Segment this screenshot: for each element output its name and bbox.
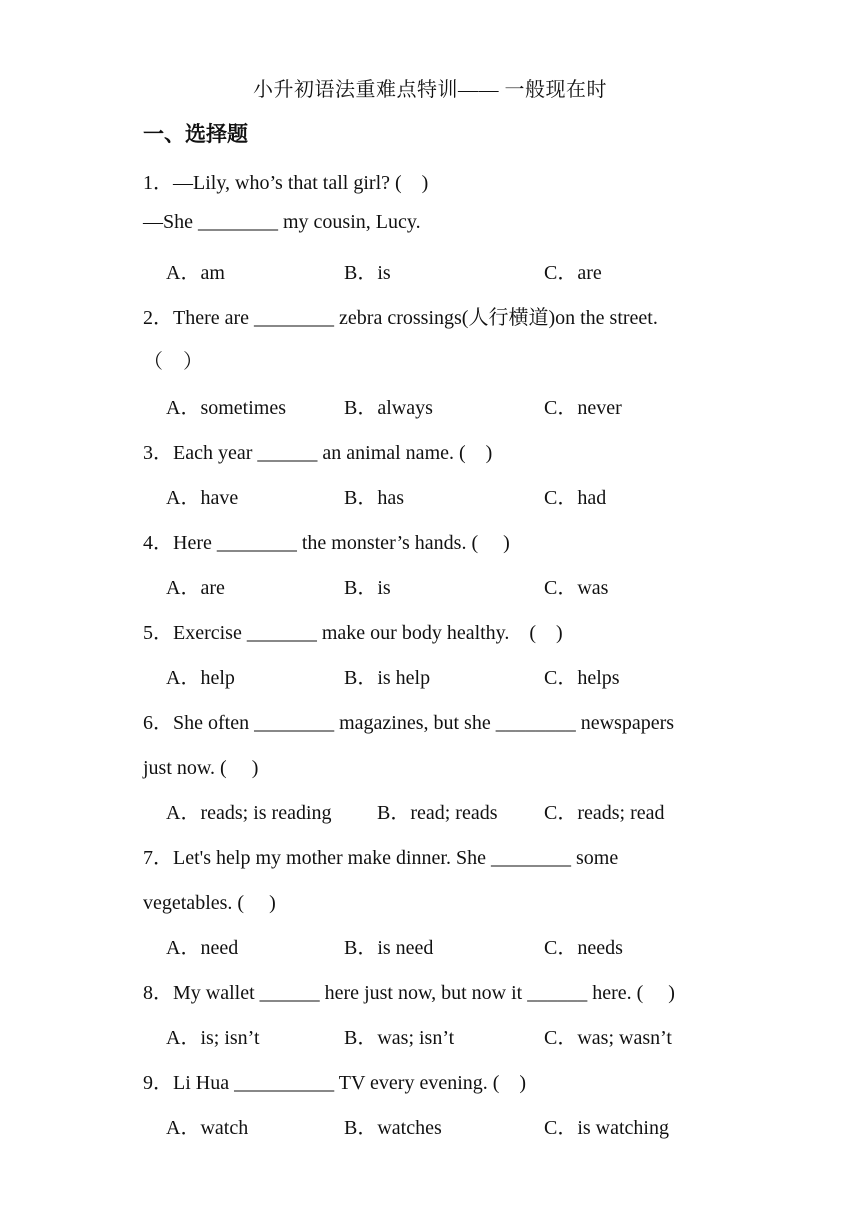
option-a[interactable]: A．reads; is reading: [166, 802, 332, 824]
question-6-text-line-2: just now. ( ): [143, 757, 259, 779]
option-c[interactable]: C．are: [544, 262, 602, 284]
question-7-options: [166, 931, 806, 959]
question-5-options: [166, 661, 806, 689]
option-a[interactable]: A．is; isn’t: [166, 1027, 260, 1049]
question-9-text: 9．Li Hua __________ TV every evening. ( ): [143, 1072, 527, 1094]
option-b[interactable]: B．is need: [344, 937, 434, 959]
option-b[interactable]: B．is: [344, 262, 391, 284]
option-b[interactable]: B．always: [344, 397, 433, 419]
option-a[interactable]: A．sometimes: [166, 397, 286, 419]
question-2-text: 2．There are ________ zebra crossings(人行横道)on the street.: [143, 307, 658, 329]
option-c[interactable]: C．was: [544, 577, 609, 599]
question-7-text: 7．Let's help my mother make dinner. She ________ some: [143, 847, 619, 869]
option-a[interactable]: A．are: [166, 577, 225, 599]
option-c[interactable]: C．reads; read: [544, 802, 665, 824]
question-6-options: [166, 796, 806, 824]
question-6-text: 6．She often ________ magazines, but she ________ newspapers: [143, 712, 675, 734]
question-8-text: 8．My wallet ______ here just now, but now it ______ here. ( ): [143, 982, 675, 1004]
question-9-options: [166, 1111, 806, 1139]
option-a[interactable]: A．am: [166, 262, 225, 284]
question-2-options: [166, 391, 806, 419]
option-b[interactable]: B．is: [344, 577, 391, 599]
question-1-text-line-2: —She ________ my cousin, Lucy.: [143, 211, 421, 233]
question-8-options: [166, 1021, 806, 1049]
option-b[interactable]: B．was; isn’t: [344, 1027, 455, 1049]
option-b[interactable]: B．read; reads: [377, 802, 498, 824]
option-c[interactable]: C．helps: [544, 667, 620, 689]
option-b[interactable]: B．watches: [344, 1117, 442, 1139]
section-heading: 一、选择题: [143, 122, 248, 146]
question-7-text-line-2: vegetables. ( ): [143, 892, 276, 914]
option-b[interactable]: B．is help: [344, 667, 431, 689]
option-b[interactable]: B．has: [344, 487, 404, 509]
question-4-text: 4．Here ________ the monster’s hands. ( ): [143, 532, 510, 554]
option-c[interactable]: C．never: [544, 397, 622, 419]
option-c[interactable]: C．had: [544, 487, 607, 509]
question-3-options: [166, 481, 806, 509]
option-a[interactable]: A．watch: [166, 1117, 249, 1139]
option-a[interactable]: A．have: [166, 487, 239, 509]
page-title: 小升初语法重难点特训—— 一般现在时: [253, 79, 607, 101]
option-a[interactable]: A．need: [166, 937, 239, 959]
question-3-text: 3．Each year ______ an animal name. ( ): [143, 442, 493, 464]
question-5-text: 5．Exercise _______ make our body healthy. ( ): [143, 622, 563, 644]
option-a[interactable]: A．help: [166, 667, 235, 689]
question-1-options: [166, 256, 806, 284]
option-c[interactable]: C．was; wasn’t: [544, 1027, 672, 1049]
question-2-text-line-2: （ ）: [143, 351, 203, 373]
option-c[interactable]: C．is watching: [544, 1117, 669, 1139]
question-4-options: [166, 571, 806, 599]
option-c[interactable]: C．needs: [544, 937, 623, 959]
question-1-text: 1．—Lily, who’s that tall girl? ( ): [143, 172, 429, 194]
